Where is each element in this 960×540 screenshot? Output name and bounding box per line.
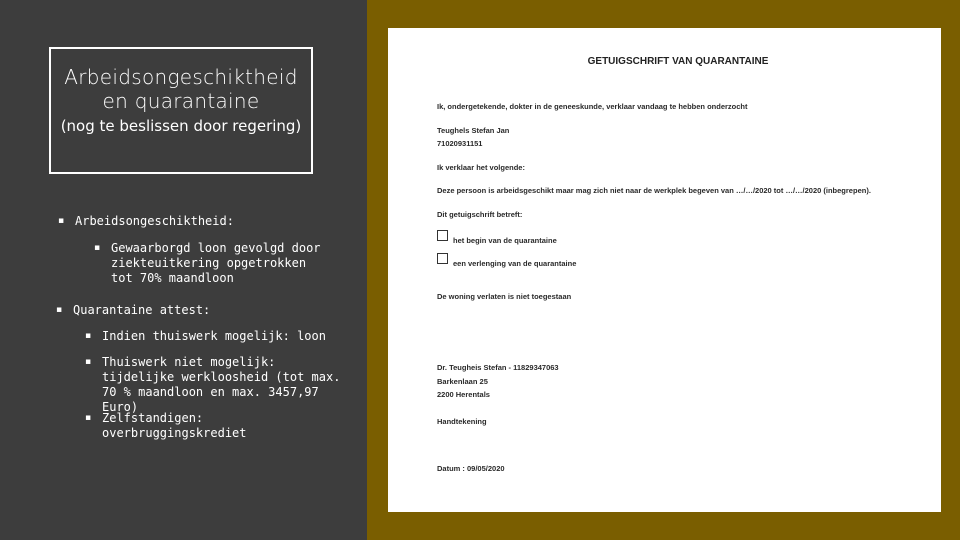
bullet-item [94, 241, 326, 286]
statement-line: Deze persoon is arbeidsgeschikt maar mag zich niet naar de werkplek begeven van …/…/2020 tot …/…/2020 (inbegrepen). [437, 186, 871, 195]
date-line: Datum : 09/05/2020 [437, 464, 505, 473]
bullet-item [85, 355, 342, 415]
bullet-icon: ▪ [85, 357, 92, 367]
patient-name: Teughels Stefan Jan [437, 126, 510, 135]
bullet-item [85, 411, 352, 441]
quarantine-certificate [388, 28, 941, 512]
declare-line: Ik verklaar het volgende: [437, 163, 525, 172]
bullet-text: Zelfstandigen: overbruggingskrediet [102, 411, 247, 440]
certificate-title: GETUIGSCHRIFT VAN QUARANTAINE [587, 56, 769, 67]
bullet-item [56, 303, 333, 318]
option-start-label: het begin van de quarantaine [453, 236, 557, 245]
bullet-text: Indien thuiswerk mogelijk: loon [102, 329, 326, 343]
bullet-item [85, 329, 332, 344]
signature-label: Handtekening [437, 417, 487, 426]
doctor-street: Barkenlaan 25 [437, 377, 488, 386]
bullet-text: Gewaarborgd loon gevolgd door ziekteuitkering opgetrokken tot 70% maandloon [111, 241, 321, 285]
patient-id: 71020931151 [437, 139, 483, 148]
slide-title: Arbeidsongeschiktheid en quarantaine [64, 65, 298, 113]
doctor-name: Dr. Teugheis Stefan - 11829347063 [437, 363, 559, 372]
title-box [49, 47, 313, 174]
checkbox-extension[interactable] [437, 253, 448, 264]
bullet-icon: ▪ [85, 331, 92, 341]
bullet-icon: ▪ [94, 243, 101, 253]
bullet-icon: ▪ [56, 305, 63, 315]
bullet-text: Thuiswerk niet mogelijk: tijdelijke werkloosheid (tot max. 70 % maandloon en max. 3457,97 Euro) [102, 355, 341, 414]
bullet-text: Quarantaine attest: [73, 303, 211, 317]
bullet-icon: ▪ [58, 216, 65, 226]
bullet-text: Arbeidsongeschiktheid: [75, 214, 234, 228]
bullet-item [58, 214, 335, 229]
home-line: De woning verlaten is niet toegestaan [437, 292, 572, 301]
doctor-city: 2200 Herentals [437, 390, 490, 399]
certificate-intro: Ik, ondergetekende, dokter in de geneeskunde, verklaar vandaag te hebben onderzocht [437, 102, 748, 111]
checkbox-start[interactable] [437, 230, 448, 241]
bullet-icon: ▪ [85, 413, 92, 423]
slide-subtitle: (nog te beslissen door regering) [60, 117, 302, 135]
concerns-line: Dit getuigschrift betreft: [437, 210, 523, 219]
option-extension-label: een verlenging van de quarantaine [453, 259, 577, 268]
